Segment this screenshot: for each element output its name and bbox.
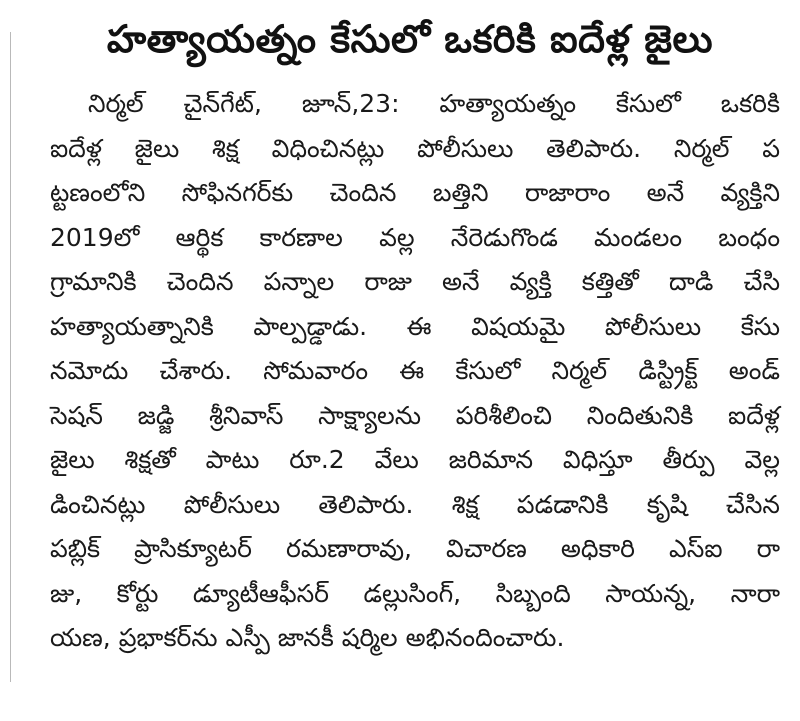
article-line: ఐదేళ్ల జైలు శిక్ష విధించినట్లు పోలీసులు తెలిపారు. నిర్మల్ ప <box>50 133 780 163</box>
article-line: యణ, ప్రభాకర్‌ను ఎస్పీ జానకీ షర్మిల అభినందించారు. <box>50 623 565 652</box>
article-line: జు, కోర్టు డ్యూటీఆఫీసర్ డల్లుసింగ్, సిబ్బంది సాయన్న, నారా <box>50 578 780 608</box>
article-line: 2019లో ఆర్థిక కారణాల వల్ల నేరెడుగొండ మండలం బంధం <box>50 222 780 252</box>
column-divider <box>10 32 11 682</box>
article-line: పబ్లిక్ ప్రాసిక్యూటర్ రమణారావు, విచారణ అధికారి ఎస్ఐ రా <box>50 534 780 563</box>
article-line: నమోదు చేశారు. సోమవారం ఈ కేసులో నిర్మల్ డిస్ట్రిక్ట్ అండ్ <box>50 356 780 385</box>
article-line: డించినట్లు పోలీసులు తెలిపారు. శిక్ష పడడానికి కృషి చేసిన <box>50 489 780 519</box>
headline: హత్యాయత్నం కేసులో ఒకరికి ఐదేళ్ల జైలు <box>106 17 714 61</box>
article-line: హత్యాయత్నానికి పాల్పడ్డాడు. ఈ విషయమై పోలీసులు కేసు <box>50 311 780 341</box>
article-line: గ్రామానికి చెందిన పన్నాల రాజు అనే వ్యక్తి కత్తితో దాడి చేసి <box>50 267 780 296</box>
article-line: సెషన్ జడ్జి శ్రీనివాస్ సాక్ష్యాలను పరిశీలించి నిందితునికి ఐదేళ్ల <box>50 400 780 430</box>
article-line: నిర్మల్ చైన్‌గేట్, జూన్,23: హత్యాయత్నం కేసులో ఒకరికి <box>88 89 780 118</box>
article-line: జైలు శిక్షతో పాటు రూ.2 వేలు జరిమాన విధిస్తూ తీర్పు వెల్ల <box>50 445 780 474</box>
article-body <box>50 82 780 712</box>
article-line: ట్టణంలోని సోఫినగర్‌కు చెందిన బత్తిని రాజారాం అనే వ్యక్తిని <box>50 178 780 207</box>
